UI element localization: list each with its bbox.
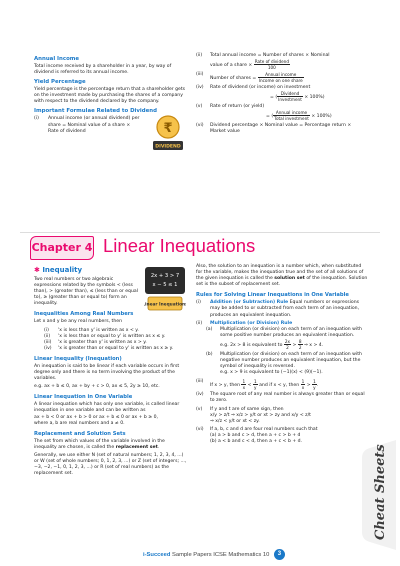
yield-text: Yield percentage is the percentage return that a shareholder gets on the investment made by purchasing the shares of a company with respect to the dividend declared by the company.	[34, 87, 186, 105]
footer	[143, 549, 285, 560]
heading-formulae: Important Formulae Related to Dividend	[34, 108, 157, 115]
rule-3: (iii) If x > y, then $\frac{1}{x}$ < $\frac{1}{y}$ and if x < y, then $\frac{1}{x}$ > $\frac{1}{y}$ .	[196, 379, 319, 391]
svg-text:₹: ₹	[163, 121, 173, 136]
footer-text: Sample Papers ICSE Mathematics 10	[172, 552, 270, 559]
fraction: $\frac{\text{Dividend}}{\text{Investment}}$	[278, 91, 302, 103]
rule-6: (vi) If a, b, c and d are four real numbers such that	[196, 426, 318, 432]
fraction: $\frac{\text{Rate of dividend}}{100}$	[254, 59, 289, 71]
chapter-badge	[30, 236, 94, 260]
chapter-title: Linear Inequations	[103, 235, 256, 256]
heading-among: Inequalities Among Real Numbers	[34, 311, 134, 318]
lower-right-column	[196, 264, 368, 445]
formula-5: (v) Rate of return (or yield) = ( $\frac{\text{Annual income}}{\text{Total investment}}$ × 100%)	[196, 104, 332, 122]
formula-1: (i) Annual income (or annual dividend) per share = Nominal value of a share × Rate of dividend	[34, 116, 140, 134]
rule-2b: (b) Multiplication (or division) on each term of an inequation with negative number produces an equivalent inequation, but the symbol of inequality is reversed. e.g. x > 9 is equivalent to (−1)(x) < (9)(−1).	[206, 351, 362, 376]
replacement-sets: Generally, we use either N (set of natural numbers; 1, 2, 3, 4, ...) or W (set of whole numbers; 0, 1, 2, 3, ...) or Z (set of integers; ..., −3, −2, −1, 0, 1, 2, 3, ...) or R (set of real numbers) as the replacement set.	[34, 452, 187, 477]
heading-linear-inequality: Linear Inequality (Inequation)	[34, 355, 122, 362]
rule-2: (ii) Multiplication (or Division) Rule	[196, 320, 293, 326]
one-variable-forms: ax + b < 0 or ax + b > 0 or ax + b ≤ 0 or ax + b ≥ 0,	[34, 414, 158, 420]
fraction: $\frac{2x}{2}$	[284, 338, 291, 350]
cheat-sheets-tab	[360, 440, 396, 550]
cheat-sheets-label: Cheat Sheets	[373, 444, 388, 540]
badge-line-1: 2x + 3 > 7	[150, 273, 180, 279]
list-item: (iii) 'x is greater than y' is written as x > y.	[44, 339, 147, 345]
formula-3: (iii) Number of shares = $\frac{\text{Annual income}}{\text{Income on one share}}$	[196, 72, 303, 84]
one-variable-text: A linear inequation which has only one variable, is called linear inequation in one variable and can be written as	[34, 402, 180, 414]
badge-line-2: x − 5 ≤ 1	[152, 282, 178, 288]
heading-annual-income: Annual Income	[34, 56, 80, 62]
star-icon: ✱	[34, 266, 40, 274]
fraction: $\frac{\text{Annual income}}{\text{Income on one share}}$	[258, 72, 303, 84]
dividend-label: DIVIDEND	[155, 144, 181, 150]
rule-6a: (a) a > b and c > d, then a + c > b + d	[210, 432, 301, 438]
linear-inequations-illustration	[144, 266, 186, 312]
heading-rules: Rules for Solving Linear Inequations in One Variable	[196, 292, 349, 299]
rule-6b: (b) a < b and c < d, then a + c < b + d.	[210, 438, 303, 444]
formula-6: (vi) Dividend percentage × Nominal value = Percentage return × Market value	[196, 123, 352, 135]
list-item: (i) 'x is less than y' is written as x < y.	[44, 327, 139, 333]
dividend-illustration	[149, 113, 187, 155]
one-variable-where: where a, b are real numbers and a ≠ 0.	[34, 420, 125, 426]
top-right-column	[196, 53, 368, 135]
heading-replacement: Replacement and Solution Sets	[34, 430, 126, 437]
linear-inequality-text: An inequation is said to be linear if each variable occurs in first degree only and there is no term involving the product of the variables.	[34, 363, 180, 382]
badge-label: Linear Inequations	[144, 302, 186, 308]
chapter-label: Chapter 4	[31, 241, 93, 254]
formula-2: (ii) Total annual income = Number of shares × Nominal value of a share × $\frac{\text{Rate of dividend}}{100}$	[196, 53, 330, 71]
fraction: $\frac{\text{Annual income}}{\text{Total investment}}$	[274, 110, 309, 122]
rule-2a: (a) Multiplication (or division) on each term of an inequation with some positive number produces an equivalent inequation. e.g. 2x > 8 is equivalent to $\frac{2x}{2}$ > $\frac{8}{2}$ ⇒ x > 4.	[206, 326, 362, 350]
rule-1: (i) Addition (or Subtraction) Rule Equal numbers or expressions may be added to or subtracted from each term of an inequation, produces an equivalent inequation.	[196, 300, 360, 318]
rule-4: (iv) The square root of any real number is always greater than or equal to zero.	[196, 392, 365, 404]
solution-text: Also, the solution to an inequation is a number which, when substituted for the variable, makes the inequation true and the set of all solutions of the given inequation is called the solution set of the inequation. Solution set is the subset of replacement set.	[196, 264, 368, 288]
list-item: (ii) 'x is less than or equal to y' is written as x ≤ y.	[44, 333, 166, 339]
fraction: $\frac{8}{2}$	[298, 338, 302, 350]
among-intro: Let x and y be any real numbers, then	[34, 319, 122, 325]
rule-5: (v) If y and t are of same sign, then x/y > z/t ⇒ x/z > y/t or xt > zy and x/y < z/t ⇒ x/z < y/t or xt < zy.	[196, 406, 311, 424]
page-number: 3	[274, 549, 285, 560]
annual-income-text: Total income received by a shareholder in a year, by way of dividend is referred to its annual income.	[34, 64, 172, 76]
footer-brand: i-Succeed	[143, 552, 171, 559]
heading-one-variable: Linear Inequation in One Variable	[34, 394, 133, 401]
formula-4: (iv) Rate of dividend (or income) on investment = ( $\frac{\text{Dividend}}{\text{Investment}}$ × 100%)	[196, 85, 325, 103]
replacement-text: The set from which values of the variable involved in the inequality are chosen, is called the replacement set.	[34, 438, 165, 450]
inequality-text: Two real numbers or two algebraic expressions related by the symbols < (less than), > (greater than), ≤ (less than or equal to), ≥ (greater than or equal to) form an inequality.	[34, 277, 138, 307]
linear-inequality-example: e.g. ax + b ≤ 0, ax + by + c > 0, ax ≤ 5, 2y ≥ 10, etc.	[34, 384, 160, 390]
list-item: (iv) 'x is greater than or equal to y' is written as x ≥ y.	[44, 345, 174, 351]
heading-yield: Yield Percentage	[34, 79, 86, 86]
heading-inequality: ✱ Inequality	[34, 266, 83, 274]
